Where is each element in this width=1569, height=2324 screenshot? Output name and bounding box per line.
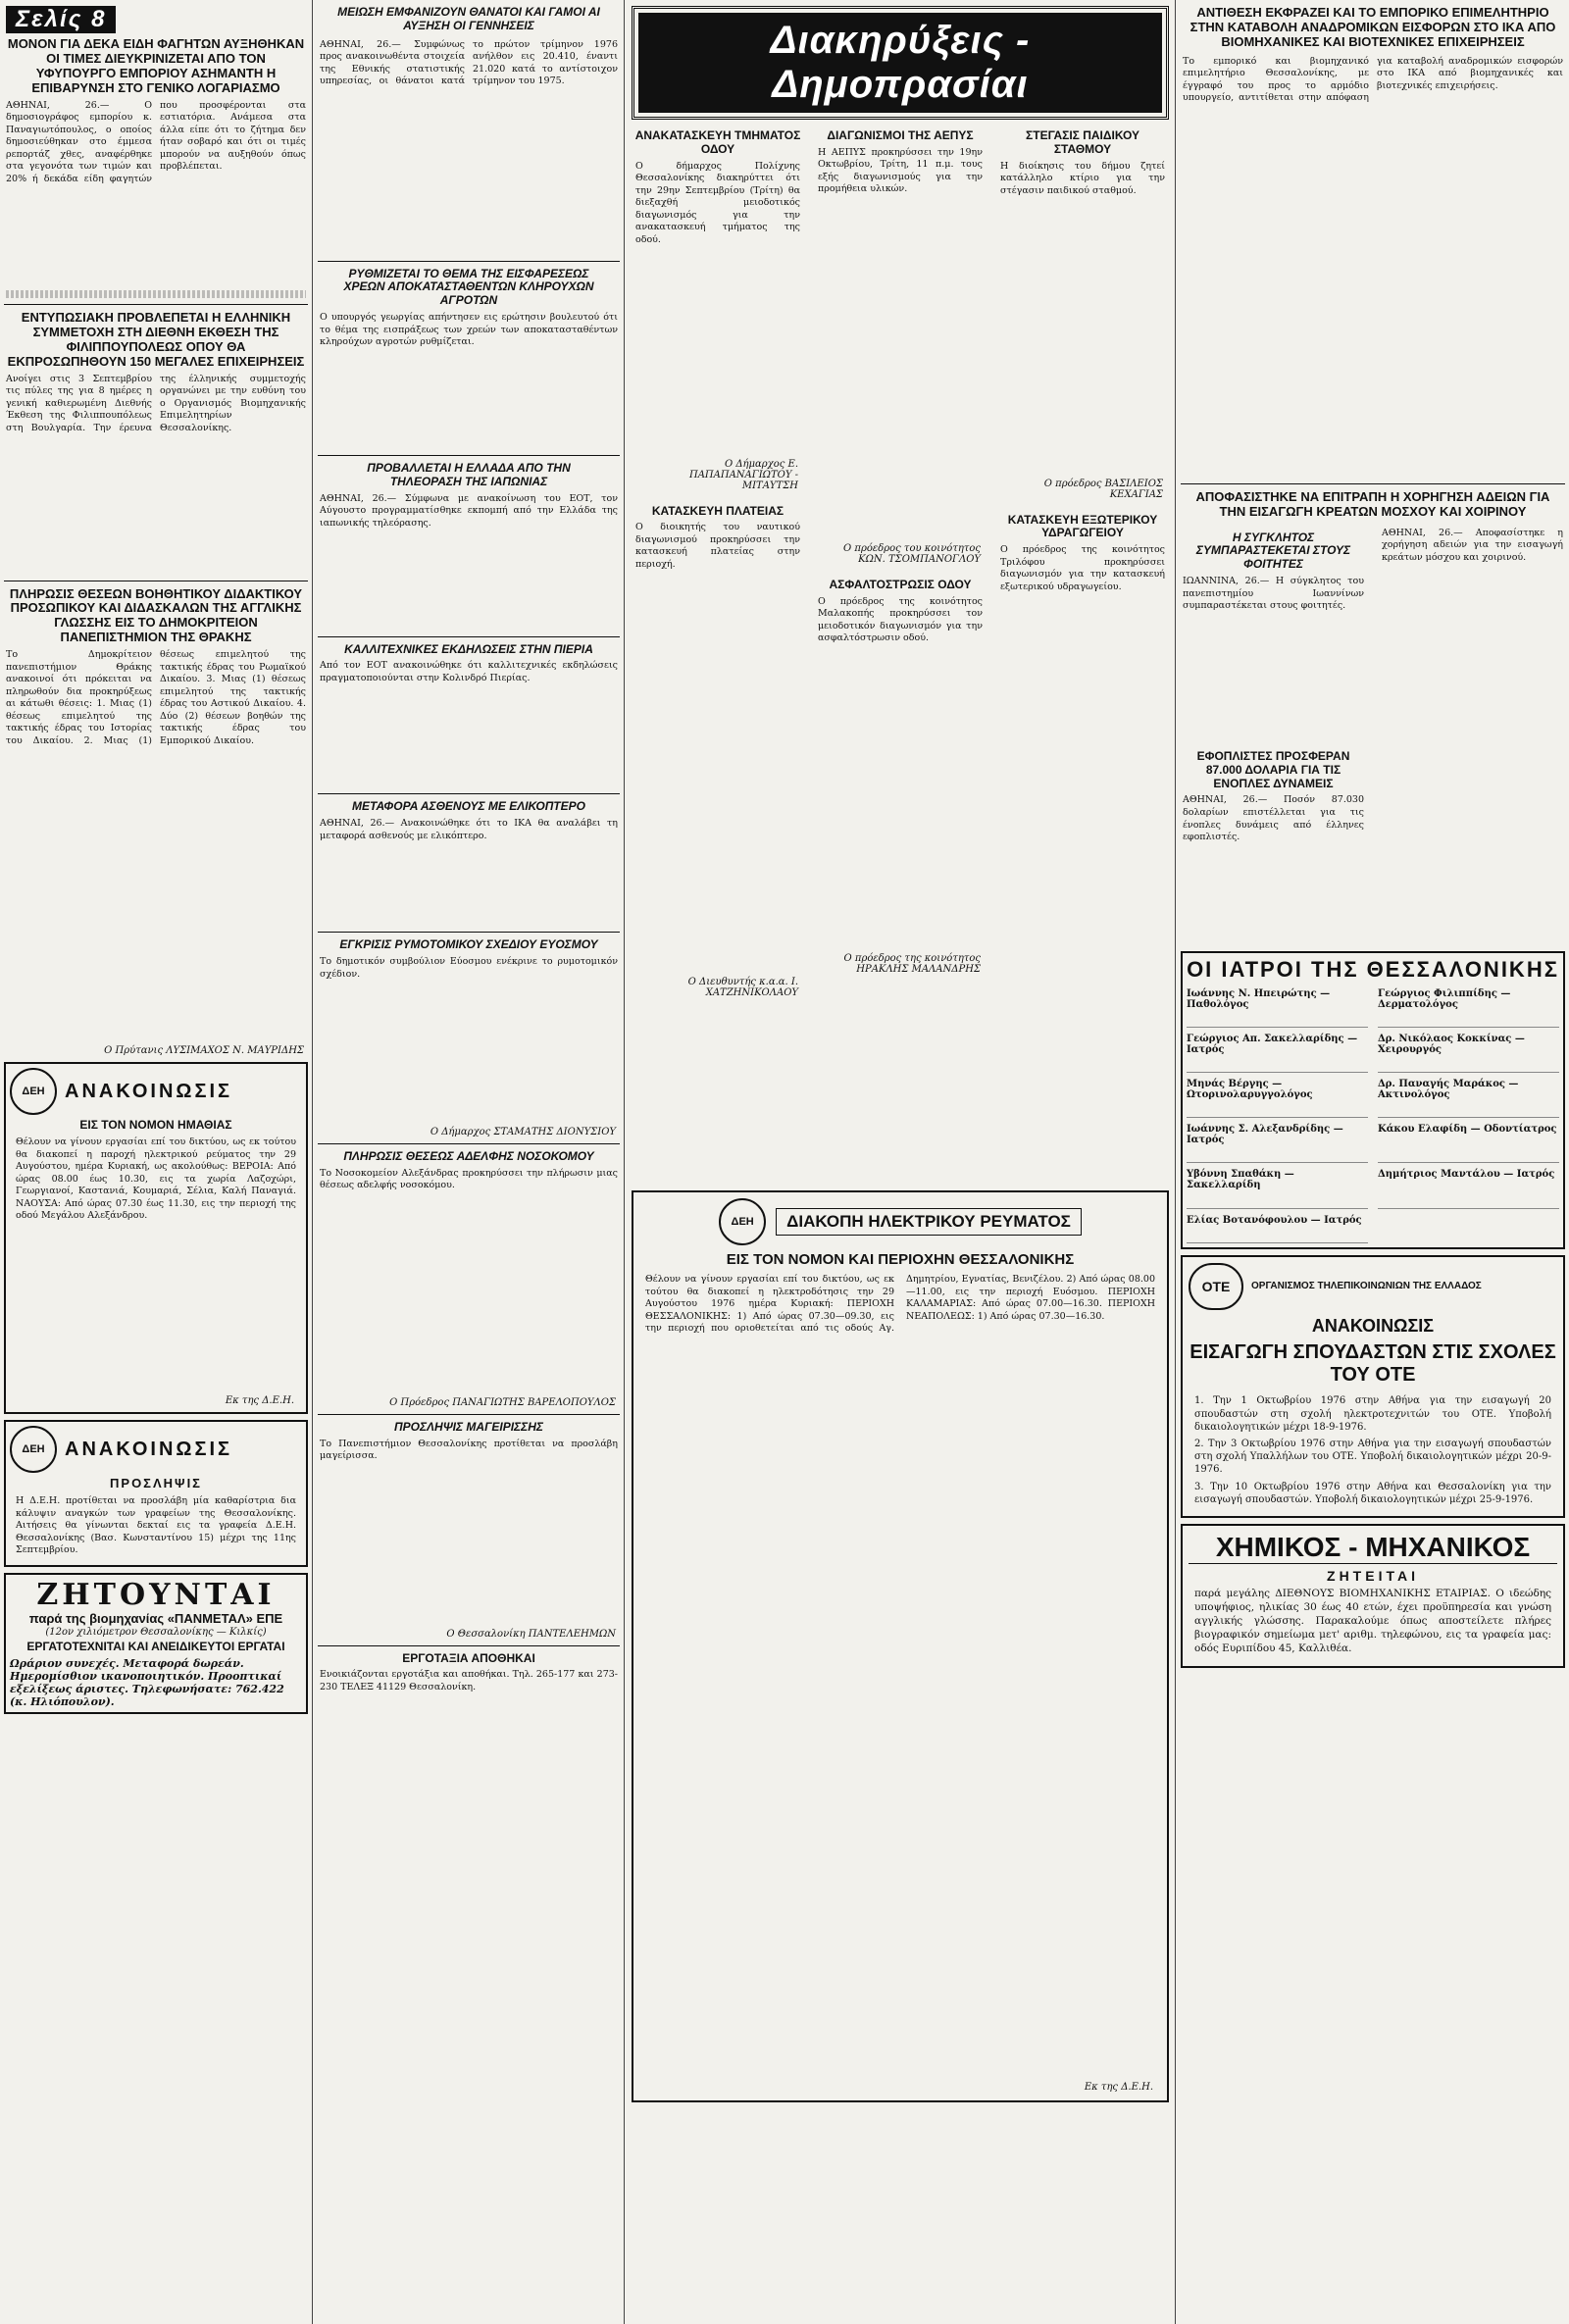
right-column — [1177, 0, 1569, 2324]
divider — [318, 455, 620, 456]
midleft-column — [314, 0, 625, 2324]
ote-item: 3. Την 10 Οκτωβρίου 1976 στην Αθήνα και Θεσσαλονίκη για την εισαγωγή σπουδαστών. Υποβολή δικαιολογητικών μέχρι 25-9-1976. — [1194, 1481, 1551, 1505]
notice-column — [812, 126, 988, 1185]
article-title: ΜΕΙΩΣΗ ΕΜΦΑΝΙΖΟΥΝ ΘΑΝΑΤΟΙ ΚΑΙ ΓΑΜΟΙ ΑΙ ΑΥΞΗΣΗ ΟΙ ΓΕΝΝΗΣΕΙΣ — [337, 5, 600, 32]
doctor-entry: Υβόννη Σπαθάκη — Σακελλαρίδη — [1187, 1169, 1368, 1208]
divider — [1181, 483, 1565, 484]
signature: Ο πρόεδρος ΒΑΣΙΛΕΙΟΣ ΚΕΧΑΓΙΑΣ — [1043, 478, 1163, 500]
power-cut-notice — [632, 1190, 1169, 2102]
notice-sign: Εκ της Δ.Ε.Η. — [1084, 2082, 1153, 2094]
article-title: ΠΡΟΣΛΗΨΙΣ ΜΑΓΕΙΡΙΣΣΗΣ — [394, 1419, 543, 1434]
article-title: ΕΦΟΠΛΙΣΤΕΣ ΠΡΟΣΦΕΡΑΝ 87.000 ΔΟΛΑΡΙΑ ΓΙΑ ΤΙΣ ΕΝΟΠΛΕΣ ΔΥΝΑΜΕΙΣ — [1196, 749, 1350, 790]
divider — [318, 261, 620, 262]
left-column — [0, 0, 313, 2324]
divider — [318, 1645, 620, 1646]
article-title: ΕΝΤΥΠΩΣΙΑΚΗ ΠΡΟΒΛΕΠΕΤΑΙ Η ΕΛΛΗΝΙΚΗ ΣΥΜΜΕΤΟΧΗ ΣΤΗ ΔΙΕΘΝΗ ΕΚΘΕΣΗ ΤΗΣ ΦΙΛΙΠΠΟΥΠΟΛΕΩΣ ΟΠΟΥ ΘΑ ΕΚΠΡΟΣΩΠΗΘΟΥΝ 150 ΜΕΓΑΛΕΣ ΕΠΙΧΕΙΡΗΣΕΙΣ — [7, 309, 305, 369]
article-body: ΑΘΗΝΑΙ, 26.— Ποσόν 87.030 δολαρίων επιστέλλεται για τις ένοπλες δυνάμεις από έλληνες εφοπλιστές. — [1183, 794, 1364, 843]
dei-notice-imathia — [4, 1062, 308, 1414]
notice-body: Ο πρόεδρος της κοινότητος Τριλόφου προκηρύσσει διαγωνισμόν για την κατασκευή εξωτερικού υδραγωγείου. — [1000, 544, 1165, 592]
auctions-banner-frame — [632, 6, 1169, 120]
article-title: ΠΡΟΒΑΛΛΕΤΑΙ Η ΕΛΛΑΔΑ ΑΠΟ ΤΗΝ ΤΗΛΕΟΡΑΣΗ ΤΗΣ ΙΑΠΩΝΙΑΣ — [367, 460, 571, 488]
divider — [318, 793, 620, 794]
ote-logo-icon: ΟΤΕ — [1189, 1263, 1243, 1310]
notice-body: Θέλουν να γίνουν εργασίαι επί του δικτύου, ως εκ τούτου θα διακοπεί η παροχή ηλεκτρικού ρεύματος την 29 Αυγούστου, ημέρα Κυριακή, ως ακολούθως: ΒΕΡΟΙΑ: Από ώρας 08.00 έως 10.30, εις τα χωρία Λαζοχώρι, Γεωργιανοί, Καστανιά, Κουμαριά, Σέλια, Καλή Παναγιά. ΝΑΟΥΣΑ: Από ώρας 07.30 έως 11.30, εις την περιοχή της οδού Μεγάλου Αλεξάνδρου. — [16, 1137, 296, 1222]
divider — [318, 1143, 620, 1144]
signature: Ο Θεσσαλονίκη ΠΑΝΤΕΛΕΗΜΩΝ — [446, 1628, 616, 1640]
chemical-engineer-ad — [1181, 1524, 1565, 1668]
doctor-entry: Δρ. Παναγής Μαράκος — Ακτινολόγος — [1378, 1079, 1559, 1118]
article-row — [1177, 524, 1569, 946]
notice-body: Ο δήμαρχος Πολίχνης Θεσσαλονίκης διακηρύττει ότι την 29ην Σεπτεμβρίου (Τρίτη) θα διεξαχθή μειοδοτικός διαγωνισμός για την ανακατασκευή τμήματος της οδού. — [635, 160, 800, 245]
article-title: ΕΡΓΟΤΑΞΙΑ ΑΠΟΘΗΚΑΙ — [402, 1650, 535, 1665]
notice-column — [994, 126, 1171, 1185]
article-subcolumn — [1376, 524, 1569, 946]
doctor-entry: Δρ. Νικόλαος Κοκκίνας — Χειρουργός — [1378, 1034, 1559, 1073]
article-body: ΑΘΗΝΑΙ, 26.— Ανακοινώθηκε ότι το ΙΚΑ θα αναλάβει τη μεταφορά ασθενούς με ελικόπτερο. — [320, 818, 618, 841]
ote-org-name: ΟΡΓΑΝΙΣΜΟΣ ΤΗΛΕΠΙΚΟΙΝΩΝΙΩΝ ΤΗΣ ΕΛΛΑΔΟΣ — [1251, 1281, 1482, 1292]
notice-title: ΑΝΑΚΑΤΑΣΚΕΥΗ ΤΜΗΜΑΤΟΣ ΟΔΟΥ — [634, 128, 801, 156]
article-body: Ο υπουργός γεωργίας απήντησεν εις ερώτησιν βουλευτού ότι το θέμα της εισπράξεως των χρεών των αποκατασταθέντων κληρούχων αγροτών ρυθμίζεται. — [320, 311, 618, 348]
article-body: ΑΘΗΝΑΙ, 26.— Συμφώνως προς ανακοινωθέντα στοιχεία της Εθνικής στατιστικής υπηρεσίας, οι θάνατοι κατά το πρώτον τρίμηνον 1976 ανήλθον εις 20.410, έναντι 21.020 κατά το αντίστοιχον τρίμηνον του 1975. — [320, 38, 618, 87]
article-body: Ενοικιάζονται εργοτάξια και αποθήκαι. Τηλ. 265-177 και 273-230 ΤΕΛΕΞ 41129 Θεσσαλονίκη. — [320, 1669, 618, 1692]
text-filler — [6, 290, 306, 298]
notice-title: ΚΑΤΑΣΚΕΥΗ ΠΛΑΤΕΙΑΣ — [651, 503, 784, 518]
panmetal-ad — [4, 1573, 308, 1714]
ote-title: ΑΝΑΚΟΙΝΩΣΙΣ — [1311, 1315, 1435, 1336]
ote-notice — [1181, 1255, 1565, 1518]
ad-title: ΖΗΤΟΥΝΤΑΙ — [36, 1577, 276, 1612]
dei-logo-icon: ΔΕΗ — [10, 1068, 57, 1115]
article-title: ΑΝΤΙΘΕΣΗ ΕΚΦΡΑΖΕΙ ΚΑΙ ΤΟ ΕΜΠΟΡΙΚΟ ΕΠΙΜΕΛΗΤΗΡΙΟ ΣΤΗΝ ΚΑΤΑΒΟΛΗ ΑΝΑΔΡΟΜΙΚΩΝ ΕΙΣΦΟΡΩΝ ΣΤΟ ΙΚΑ ΑΠΟ ΒΙΟΜΗΧΑΝΙΚΕΣ ΚΑΙ ΒΙΟΤΕΧΝΙΚΕΣ ΕΠΙΧΕΙΡΗΣΕΙΣ — [1189, 5, 1556, 49]
article-body: Το Πανεπιστήμιον Θεσσαλονίκης προτίθεται να προσλάβη μαγείρισσα. — [320, 1438, 618, 1462]
article-body: ΑΘΗΝΑΙ, 26.— Σύμφωνα με ανακοίνωση του ΕΟΤ, τον Αύγουστο προγραμματίσθηκε εκπομπή από την Ελλάδα της ιαπωνικής τηλεόρασης. — [320, 492, 618, 529]
ote-items — [1189, 1394, 1557, 1506]
doctors-title: ΟΙ ΙΑΤΡΟΙ ΤΗΣ ΘΕΣΣΑΛΟΝΙΚΗΣ — [1187, 957, 1559, 983]
signature: Ο Δήμαρχος ΣΤΑΜΑΤΗΣ ΔΙΟΝΥΣΙΟΥ — [430, 1126, 616, 1137]
doctor-entry: Μηνάς Βέργης — Ωτορινολαρυγγολόγος — [1187, 1079, 1368, 1118]
doctor-entry: Κάκου Ελαφίδη — Οδοντίατρος — [1378, 1124, 1559, 1163]
article-title: ΚΑΛΛΙΤΕΧΝΙΚΕΣ ΕΚΔΗΛΩΣΕΙΣ ΣΤΗΝ ΠΙΕΡΙΑ — [344, 641, 593, 656]
article-title: ΠΛΗΡΩΣΙΣ ΘΕΣΕΩΝ ΒΟΗΘΗΤΙΚΟΥ ΔΙΔΑΚΤΙΚΟΥ ΠΡΟΣΩΠΙΚΟΥ ΚΑΙ ΔΙΔΑΣΚΑΛΩΝ ΤΗΣ ΑΓΓΛΙΚΗΣ ΓΛΩΣΣΗΣ ΕΙΣ ΤΟ ΔΗΜΟΚΡΙΤΕΙΟΝ ΠΑΝΕΠΙΣΤΗΜΙΟΝ ΤΗΣ ΘΡΑΚΗΣ — [9, 585, 303, 645]
power-cut-subtitle: ΕΙΣ ΤΟΝ ΝΟΜΟΝ ΚΑΙ ΠΕΡΙΟΧΗΝ ΘΕΣΣΑΛΟΝΙΚΗΣ — [726, 1251, 1075, 1268]
ad-body: παρά μεγάλης ΔΙΕΘΝΟΥΣ ΒΙΟΜΗΧΑΝΙΚΗΣ ΕΤΑΙΡΙΑΣ. Ο ιδεώδης υποψήφιος, ηλικίας 30 έως 40 ετών, έχει προϋπηρεσία και γνώση αγγλικής γλώσσης. Παρακαλούμε όπως αποστείλετε πλήρες βιογραφικόν σημείωμα μετ' αριθμ. τηλεφώνου, εις τα γραφεία μας: οδός Ευριπίδου 45, Καλλιθέα. — [1194, 1588, 1551, 1654]
notice-column — [630, 126, 806, 1185]
notice-body: Ο διοικητής του ναυτικού διαγωνισμού προκηρύσσει την κατασκευή πλατείας στην περιοχή. — [635, 522, 800, 570]
article-body: Ανοίγει στις 3 Σεπτεμβρίου τις πύλες της για 8 ημέρες η γενική καθιερωμένη Διεθνής Έκθεση της Φιλιππουπόλεως στη Βουλγαρία. Την έρευνα της έλληνικής συμμετοχής οργανώνει με την ευθύνη του ο Οργανισμός Βιομηχανικής Επιμελητηρίων Θεσσαλονίκης. — [6, 373, 306, 433]
notice-subtitle: ΠΡΟΣΛΗΨΙΣ — [110, 1476, 202, 1491]
page-number-label: Σελίς 8 — [6, 6, 116, 33]
ad-details: Ωράριον συνεχές. Μεταφορά δωρεάν. Ημερομίσθιον ικανοποιητικόν. Προοπτικαί εξελίξεως άριστες. Τηλεφωνήσατε: 762.422 (κ. Ηλιόπουλον). — [10, 1656, 284, 1708]
article-title: Η ΣΥΓΚΛΗΤΟΣ ΣΥΜΠΑΡΑΣΤΕΚΕΤΑΙ ΣΤΟΥΣ ΦΟΙΤΗΤΕΣ — [1195, 530, 1351, 572]
divider — [4, 304, 308, 305]
article-body: Το Νοσοκομείον Αλεξάνδρας προκηρύσσει την πλήρωσιν μιας θέσεως αδελφής νοσοκόμου. — [320, 1167, 618, 1191]
ad-location: (12ον χιλιόμετρον Θεσσαλονίκης — Κιλκίς) — [45, 1627, 267, 1639]
divider — [318, 932, 620, 933]
doctors-directory — [1181, 951, 1565, 1248]
notice-title: ΑΣΦΑΛΤΟΣΤΡΩΣΙΣ ΟΔΟΥ — [829, 577, 972, 591]
notices-grid — [630, 126, 1171, 1185]
page-number-tag — [6, 6, 306, 33]
divider — [318, 636, 620, 637]
notice-body: Η διοίκησις του δήμου ζητεί κατάλληλο κτίριο για την στέγασιν παιδικού σταθμού. — [1000, 160, 1165, 196]
notice-sign: Εκ της Δ.Ε.Η. — [225, 1395, 294, 1407]
power-cut-title: ΔΙΑΚΟΠΗ ΗΛΕΚΤΡΙΚΟΥ ΡΕΥΜΑΤΟΣ — [776, 1208, 1082, 1236]
signature: Ο πρόεδρος της κοινότητος ΗΡΑΚΛΗΣ ΜΑΛΑΝΔΡΗΣ — [843, 952, 981, 975]
notice-title: ΔΙΑΓΩΝΙΣΜΟΙ ΤΗΣ ΑΕΠΥΣ — [827, 128, 974, 142]
article-title: ΑΠΟΦΑΣΙΣΤΗΚΕ ΝΑ ΕΠΙΤΡΑΠΗ Η ΧΟΡΗΓΗΣΗ ΑΔΕΙΩΝ ΓΙΑ ΤΗΝ ΕΙΣΑΓΩΓΗ ΚΡΕΑΤΩΝ ΜΟΣΧΟΥ ΚΑΙ ΧΟΙΡΙΝΟΥ — [1195, 488, 1550, 519]
notice-title: ΑΝΑΚΟΙΝΩΣΙΣ — [65, 1080, 233, 1102]
signature: Ο Διευθυντής κ.α.α. Ι. ΧΑΤΖΗΝΙΚΟΛΑΟΥ — [687, 977, 798, 999]
signature: Ο Δήμαρχος Ε. ΠΑΠΑΠΑΝΑΓΙΩΤΟΥ - ΜΙΤΑΥΤΣΗ — [688, 458, 798, 491]
notice-title: ΣΤΕΓΑΣΙΣ ΠΑΙΔΙΚΟΥ ΣΤΑΘΜΟΥ — [1026, 128, 1139, 156]
doctor-entry: Ιωάννης Ν. Ηπειρώτης — Παθολόγος — [1187, 988, 1368, 1028]
center-column — [626, 0, 1176, 2324]
dei-logo-icon: ΔΕΗ — [719, 1198, 766, 1245]
article-title: ΕΓΚΡΙΣΙΣ ΡΥΜΟΤΟΜΙΚΟΥ ΣΧΕΔΙΟΥ ΕΥΟΣΜΟΥ — [339, 937, 598, 952]
auctions-banner: Διακηρύξεις - Δημοπρασίαι — [638, 13, 1162, 113]
ote-item: 1. Την 1 Οκτωβρίου 1976 στην Αθήνα για την εισαγωγή 20 σπουδαστών στη σχολή ηλεκτροτεχνιτών του ΟΤΕ. Υποβολή δικαιολογητικών μέχρι 18-9-1976. — [1194, 1395, 1551, 1433]
doctors-list — [1187, 988, 1559, 1243]
doctor-entry: Ιωάννης Σ. Αλεξανδρίδης — Ιατρός — [1187, 1124, 1368, 1163]
doctor-entry: Ελίας Βοτανόφουλου — Ιατρός — [1187, 1215, 1368, 1243]
notice-body: Η Δ.Ε.Η. προτίθεται να προσλάβη μία καθαρίστρια δια κάλυψιν αναγκών των γραφείων της Θεσσαλονίκης. Αιτήσεις θα γίνωνται δεκταί εις τα γραφεία Δ.Ε.Η. Θεσσαλονίκης (Βασ. Κωνσταντίνου 15) μέχρι της 11ης Σεπτεμβρίου. — [16, 1494, 296, 1556]
article-body: Το δημοτικόν συμβούλιον Εύοσμου ενέκρινε το ρυμοτομικόν σχέδιον. — [320, 955, 618, 980]
dei-logo-icon: ΔΕΗ — [10, 1426, 57, 1473]
doctor-entry: Δημήτριος Μαντάλου — Ιατρός — [1378, 1169, 1559, 1208]
signature: Ο Πρόεδρος ΠΑΝΑΓΙΩΤΗΣ ΒΑΡΕΛΟΠΟΥΛΟΣ — [389, 1396, 616, 1408]
article-title: ΜΕΤΑΦΟΡΑ ΑΣΘΕΝΟΥΣ ΜΕ ΕΛΙΚΟΠΤΕΡΟ — [352, 799, 585, 814]
notice-title: ΚΑΤΑΣΚΕΥΗ ΕΞΩΤΕΡΙΚΟΥ ΥΔΡΑΓΩΓΕΙΟΥ — [1007, 512, 1158, 540]
article-body: Το εμπορικό και βιομηχανικό επιμελητήριο Θεσσαλονίκης, με έγγραφό του προς το αρμόδιο υπουργείο, αντιτίθεται στην απόφαση για καταβολή αναδρομικών εισφορών στο ΙΚΑ από βιομηχανικές και βιοτεχνικές επιχειρήσεις. — [1183, 55, 1563, 104]
ote-subtitle: ΕΙΣΑΓΩΓΗ ΣΠΟΥΔΑΣΤΩΝ ΣΤΙΣ ΣΧΟΛΕΣ ΤΟΥ ΟΤΕ — [1189, 1341, 1556, 1387]
signature: Ο πρόεδρος του κοινότητος ΚΩΝ. ΤΣΟΜΠΑΝΟΓΛΟΥ — [843, 542, 981, 565]
article-title: ΠΛΗΡΩΣΙΣ ΘΕΣΕΩΣ ΑΔΕΛΦΗΣ ΝΟΣΟΚΟΜΟΥ — [343, 1148, 594, 1163]
doctor-entry: Γεώργιος Απ. Σακελλαρίδης — Ιατρός — [1187, 1034, 1368, 1073]
divider — [318, 1414, 620, 1415]
article-body: ΑΘΗΝΑΙ, 26.— Αποφασίστηκε η χορήγηση αδειών για την εισαγωγή κρεάτων μόσχου και χοιρινού. — [1382, 527, 1563, 563]
notice-body: Ο πρόεδρος της κοινότητος Μαλακοπής προκηρύσσει τον μειοδοτικόν διαγωνισμόν για την ασφαλτόστρωσιν οδού. — [818, 595, 983, 644]
article-title: ΡΥΘΜΙΖΕΤΑΙ ΤΟ ΘΕΜΑ ΤΗΣ ΕΙΣΦΑΡΕΣΕΩΣ ΧΡΕΩΝ ΑΠΟΚΑΤΑΣΤΑΘΕΝΤΩΝ ΚΛΗΡΟΥΧΩΝ ΑΓΡΟΤΩΝ — [343, 266, 594, 308]
ad-company: παρά της βιομηχανίας «ΠΑΝΜΕΤΑΛ» ΕΠΕ — [28, 1611, 283, 1627]
doctor-entry: Γεώργιος Φιλιππίδης — Δερματολόγος — [1378, 988, 1559, 1028]
article-body: ΙΩΑΝΝΙΝΑ, 26.— Η σύγκλητος του πανεπιστημίου Ιωαννίνων συμπαραστέκεται στους φοιτητές. — [1183, 576, 1364, 612]
notice-body: Η ΑΕΠΥΣ προκηρύσσει την 19ην Οκτωβρίου, Τρίτη, 11 π.μ. τους εξής διαγωνισμούς για την προμήθεια υλικών. — [818, 146, 983, 195]
ad-subtitle: ΖΗΤΕΙΤΑΙ — [1327, 1568, 1419, 1585]
notice-title: ΑΝΑΚΟΙΝΩΣΙΣ — [65, 1438, 233, 1460]
article-title: ΜΟΝΟΝ ΓΙΑ ΔΕΚΑ ΕΙΔΗ ΦΑΓΗΤΩΝ ΑΥΞΗΘΗΚΑΝ ΟΙ ΤΙΜΕΣ ΔΙΕΥΚΡΙΝΙΖΕΤΑΙ ΑΠΟ ΤΟΝ ΥΦΥΠΟΥΡΓΟ ΕΜΠΟΡΙΟΥ ΑΣΗΜΑΝΤΗ Η ΕΠΙΒΑΡΥΝΣΗ ΣΤΟ ΓΕΝΙΚΟ ΛΟΓΑΡΙΑΣΜΟ — [7, 36, 305, 95]
dei-notice-hiring — [4, 1420, 308, 1567]
ote-item: 2. Την 3 Οκτωβρίου 1976 στην Αθήνα για την εισαγωγή σπουδαστών στη σχολή Υπαλλήλων του ΟΤΕ. Υποβολή δικαιολογητικών μέχρι 20-9-1976. — [1194, 1439, 1551, 1476]
power-cut-body: Θέλουν να γίνουν εργασίαι επί του δικτύου, ως εκ τούτου θα διακοπεί η ηλεκτροδότησις την 29 Αυγούστου 1976 ημέρα Κυριακή: ΠΕΡΙΟΧΗ ΘΕΣΣΑΛΟΝΙΚΗΣ: 1) Από ώρας 07.30—09.30, εις την περιοχή που οριοθετείται από τις οδούς Αγ. Δημητρίου, Εγνατίας, Βενιζέλου. 2) Από ώρας 08.00—11.00, εις την περιοχή Ευόσμου. ΠΕΡΙΟΧΗ ΚΑΛΑΜΑΡΙΑΣ: Από ώρας 07.00—16.30. ΠΕΡΙΟΧΗ ΝΕΑΠΟΛΕΩΣ: 1) Από ώρας 07.30—16.30. — [645, 1274, 1155, 1335]
ad-positions: ΕΡΓΑΤΟΤΕΧΝΙΤΑΙ ΚΑΙ ΑΝΕΙΔΙΚΕΥΤΟΙ ΕΡΓΑΤΑΙ — [26, 1640, 285, 1654]
article-body: Από τον ΕΟΤ ανακοινώθηκε ότι καλλιτεχνικές εκδηλώσεις πραγματοποιούνται στην Κολινδρό Πιερίας. — [320, 660, 618, 683]
article-subcolumn — [1177, 524, 1370, 946]
article-body: ΑΘΗΝΑΙ, 26.— Ο δημοσιογράφος εμπορίου κ. Παναγιωτόπουλος, ο οποίος δημοσιεύθηκαν στο έμμεσα ρεπορτάζ χθες, αναφέρθηκε στα γεγονότα των τιμών και 20% ή δεκάδα είδη φαγητών που προσφέρονται στα εστιατόρια. Ανάμεσα στα άλλα είπε ότι το ζήτημα δεν ήταν σοβαρό και ότι οι τιμές μπορούν να αυξηθούν όπως προβλέπεται. — [6, 99, 306, 184]
ad-title: ΧΗΜΙΚΟΣ - ΜΗΧΑΝΙΚΟΣ — [1189, 1532, 1557, 1564]
signature: Ο Πρύτανις ΛΥΣΙΜΑΧΟΣ Ν. ΜΑΥΡΙΔΗΣ — [104, 1045, 304, 1057]
article-body: Το Δημοκρίτειον πανεπιστήμιον Θράκης ανακοινοί ότι πρόκειται να πληρωθούν δια προκηρύξεως αι κάτωθι θέσεις: 1. Μιας (1) θέσεως επιμελητού της τακτικής έδρας του Ιστορίας του Δικαίου. 2. Μιας (1) θέσεως επιμελητού της τακτικής έδρας του Ρωμαϊκού Δικαίου. 3. Μιας (1) θέσεως επιμελητού της τακτικής έδρας του Αστικού Δικαίου. 4. Δύο (2) θέσεων βοηθών της τακτικής έδρας του Εμπορικού Δικαίου. — [6, 649, 306, 746]
notice-subtitle: ΕΙΣ ΤΟΝ ΝΟΜΟΝ ΗΜΑΘΙΑΣ — [79, 1118, 232, 1133]
